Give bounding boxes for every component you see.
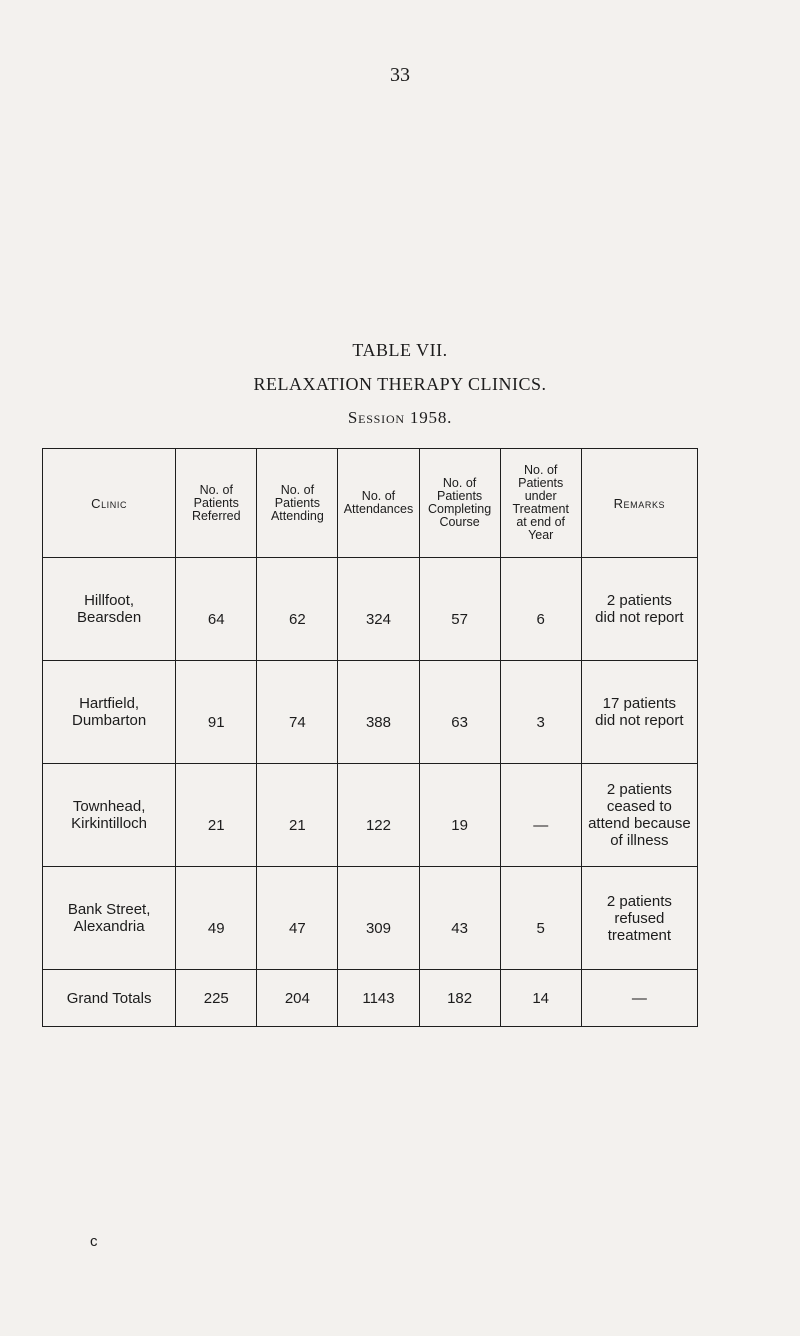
clinic-cell [43,558,176,661]
table-subtitle: RELAXATION THERAPY CLINICS. [253,374,547,394]
header-attendances: No. of Attendances [338,449,419,558]
session-label: Session 1958. [347,408,453,427]
attendances-cell: 324 [338,558,419,661]
total-remarks: — [581,970,697,1027]
header-completing: No. of Patients Completing Course [419,449,500,558]
header-under-treatment: No. of Patients under Treatment at end of Year [500,449,581,558]
referred-cell: 49 [176,867,257,970]
total-under-treatment: 14 [500,970,581,1027]
attendances-cell: 122 [338,764,419,867]
table-row [43,764,698,867]
footer-mark: c [90,1233,98,1250]
under-treatment-cell: 6 [500,558,581,661]
attendances-cell: 388 [338,661,419,764]
referred-cell: 91 [176,661,257,764]
header-row [43,449,698,558]
header-clinic: Clinic [43,449,176,558]
table-row [43,661,698,764]
completing-cell: 43 [419,867,500,970]
page-number: 33 [390,64,410,86]
clinic-cell [43,764,176,867]
remarks-cell: 2 patients ceased to attend because of illness [581,764,697,867]
clinic-name: Hillfoot, Bearsden [76,592,142,626]
remarks-cell: 2 patients refused treatment [581,867,697,970]
total-attendances: 1143 [338,970,419,1027]
attending-cell: 47 [257,867,338,970]
under-treatment-cell: 5 [500,867,581,970]
clinic-name: Bank Street, Alexandria [67,901,151,935]
total-completing: 182 [419,970,500,1027]
completing-cell: 57 [419,558,500,661]
referred-cell: 64 [176,558,257,661]
completing-cell: 19 [419,764,500,867]
total-attending: 204 [257,970,338,1027]
table-row [43,558,698,661]
under-treatment-cell: 3 [500,661,581,764]
clinic-name: Hartfield, Dumbarton [72,695,147,729]
attending-cell: 62 [257,558,338,661]
total-referred: 225 [176,970,257,1027]
relaxation-clinics-table [42,448,698,1027]
table-row [43,867,698,970]
referred-cell: 21 [176,764,257,867]
attending-cell: 21 [257,764,338,867]
completing-cell: 63 [419,661,500,764]
attendances-cell: 309 [338,867,419,970]
remarks-cell: 17 patients did not report [581,661,697,764]
table-title: TABLE VII. [352,340,448,360]
clinic-cell [43,661,176,764]
under-treatment-cell: — [500,764,581,867]
remarks-cell: 2 patients did not report [581,558,697,661]
header-remarks: Remarks [581,449,697,558]
clinic-name: Townhead, Kirkintilloch [71,798,148,832]
totals-label: Grand Totals [43,970,176,1027]
totals-row [43,970,698,1027]
clinic-cell [43,867,176,970]
attending-cell: 74 [257,661,338,764]
header-attending: No. of Patients Attending [257,449,338,558]
header-referred: No. of Patients Referred [176,449,257,558]
